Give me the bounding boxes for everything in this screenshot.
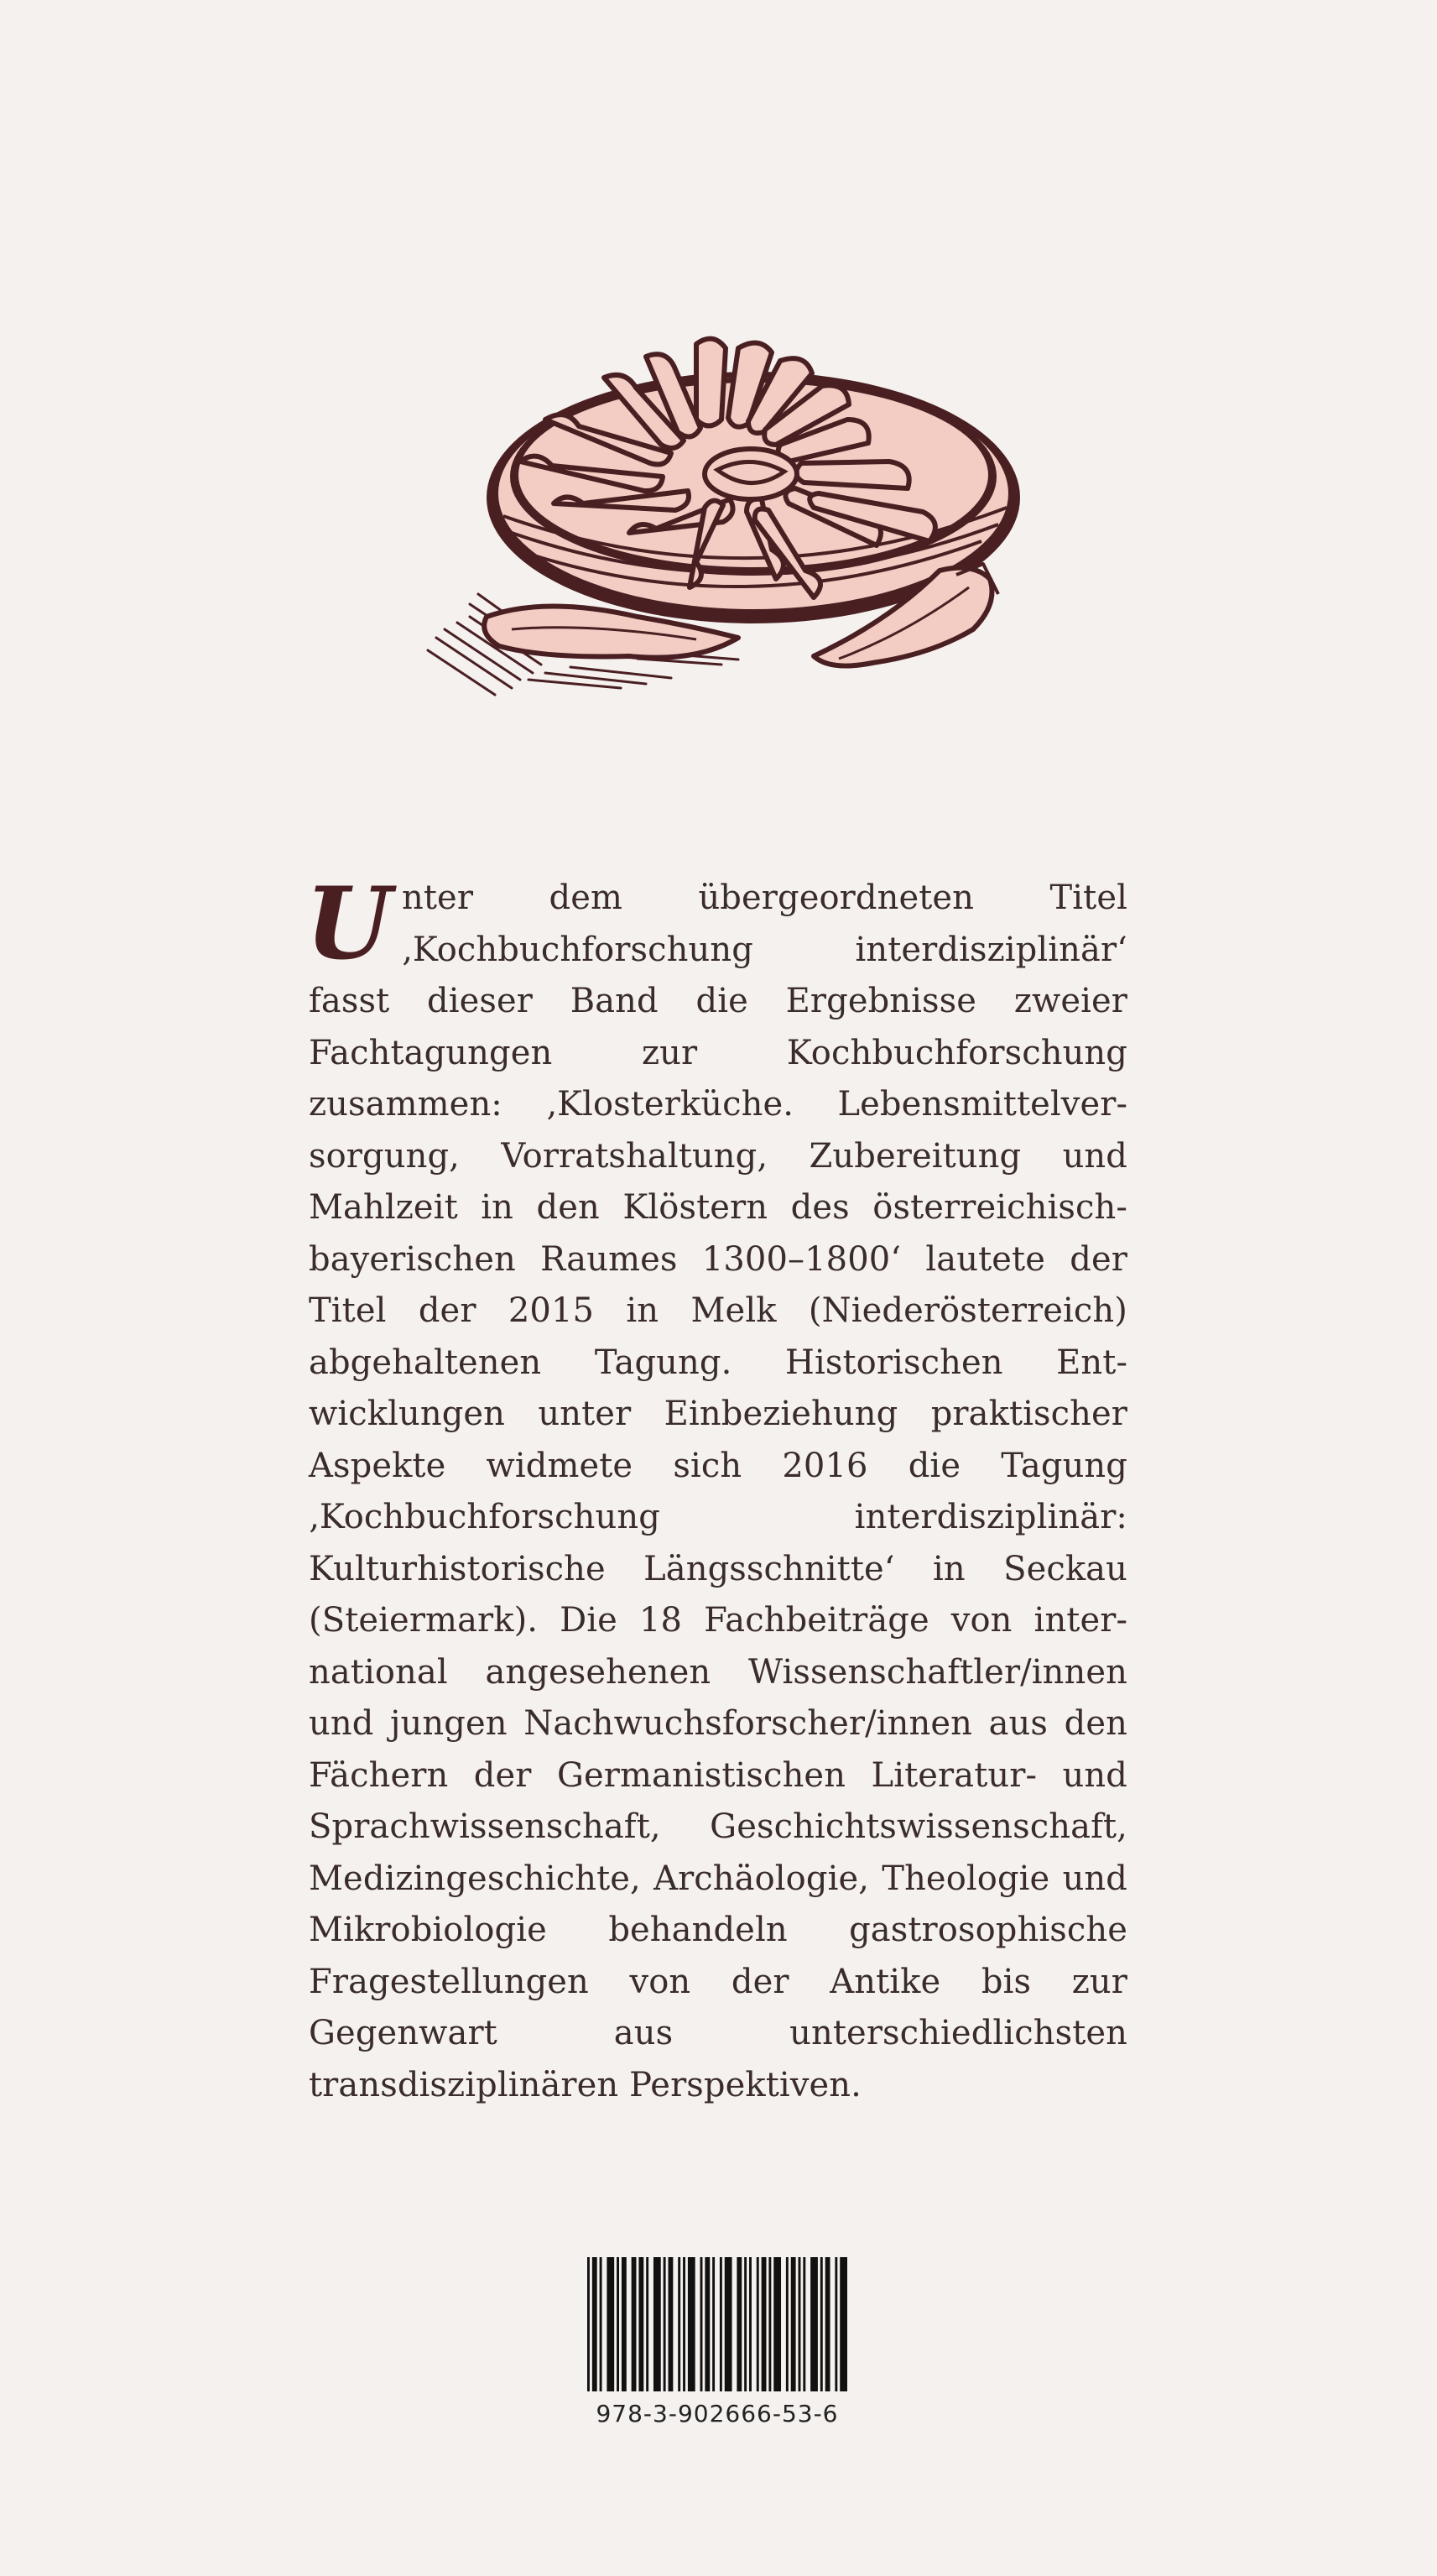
barcode-bar: [825, 2257, 830, 2391]
blurb-paragraph: [305, 865, 1127, 2111]
barcode: [587, 2257, 847, 2391]
barcode-bar: [700, 2257, 703, 2391]
barcode-bar: [720, 2257, 722, 2391]
barcode-bar: [749, 2257, 752, 2391]
barcode-bar: [791, 2257, 796, 2391]
drop-cap-initial: U: [305, 865, 393, 982]
barcode-bar: [622, 2257, 627, 2391]
barcode-bar: [587, 2257, 590, 2391]
barcode-bar: [712, 2257, 715, 2391]
barcode-bar: [592, 2257, 597, 2391]
barcode-bar: [768, 2257, 771, 2391]
barcode-bar: [669, 2257, 674, 2391]
barcode-bar: [744, 2257, 747, 2391]
barcode-bar: [757, 2257, 759, 2391]
isbn-barcode-block: [587, 2257, 852, 2427]
barcode-bar: [678, 2257, 680, 2391]
isbn-number: 978-3-902666-53-6: [596, 2400, 839, 2427]
barcode-bar: [820, 2257, 823, 2391]
barcode-bar: [683, 2257, 685, 2391]
barcode-bar: [786, 2257, 789, 2391]
barcode-bar: [725, 2257, 732, 2391]
barcode-bar: [632, 2257, 637, 2391]
barcode-bar: [705, 2257, 710, 2391]
barcode-bar: [664, 2257, 666, 2391]
barcode-bar: [617, 2257, 619, 2391]
tart-illustration: [419, 327, 1023, 705]
barcode-bar: [646, 2257, 648, 2391]
barcode-bar: [803, 2257, 805, 2391]
blurb-text: nter dem übergeordneten Titel ‚Kochbuchforschung interdisziplinär‘ fasst dieser Band die Ergebnisse zweier Fachtagungen zur Kochbuchforschung zusammen: ‚Klosterküche. Lebensmittelversorgung, Vorratshaltung, Zubereitung und Mahlzeit in den Klöstern des österreichisch-bayerischen Raumes 1300–1800‘ lautete der Titel der 2015 in Melk (Niederösterreich) abgehaltenen Tagung. Historischen Entwicklungen unter Einbeziehung praktischer Aspekte widmete sich 2016 die Tagung ‚Kochbuchforschung interdisziplinär: Kulturhistorische Längsschnitte‘ in Seckau (Steiermark). Die 18 Fachbeiträge von international angesehenen Wissenschaftler/innen und jungen Nachwuchsforscher/innen aus den Fächern der Germanistischen Literatur- und Sprachwissenschaft, Geschichtswissenschaft, Medizingeschichte, Archäologie, Theologie und Mikrobiologie behandeln gastrosophische Fragestellungen von der Antike bis zur Gegenwart aus unterschiedlichsten transdisziplinären Perspektiven.: [309, 879, 1127, 2104]
barcode-bar: [688, 2257, 695, 2391]
barcode-bar: [840, 2257, 847, 2391]
barcode-bar: [810, 2257, 818, 2391]
barcode-bar: [737, 2257, 742, 2391]
barcode-bar: [653, 2257, 661, 2391]
barcode-bar: [607, 2257, 614, 2391]
barcode-bar: [762, 2257, 767, 2391]
barcode-bar: [799, 2257, 801, 2391]
barcode-bar: [773, 2257, 781, 2391]
barcode-bar: [600, 2257, 602, 2391]
barcode-bar: [835, 2257, 837, 2391]
barcode-bar: [638, 2257, 643, 2391]
